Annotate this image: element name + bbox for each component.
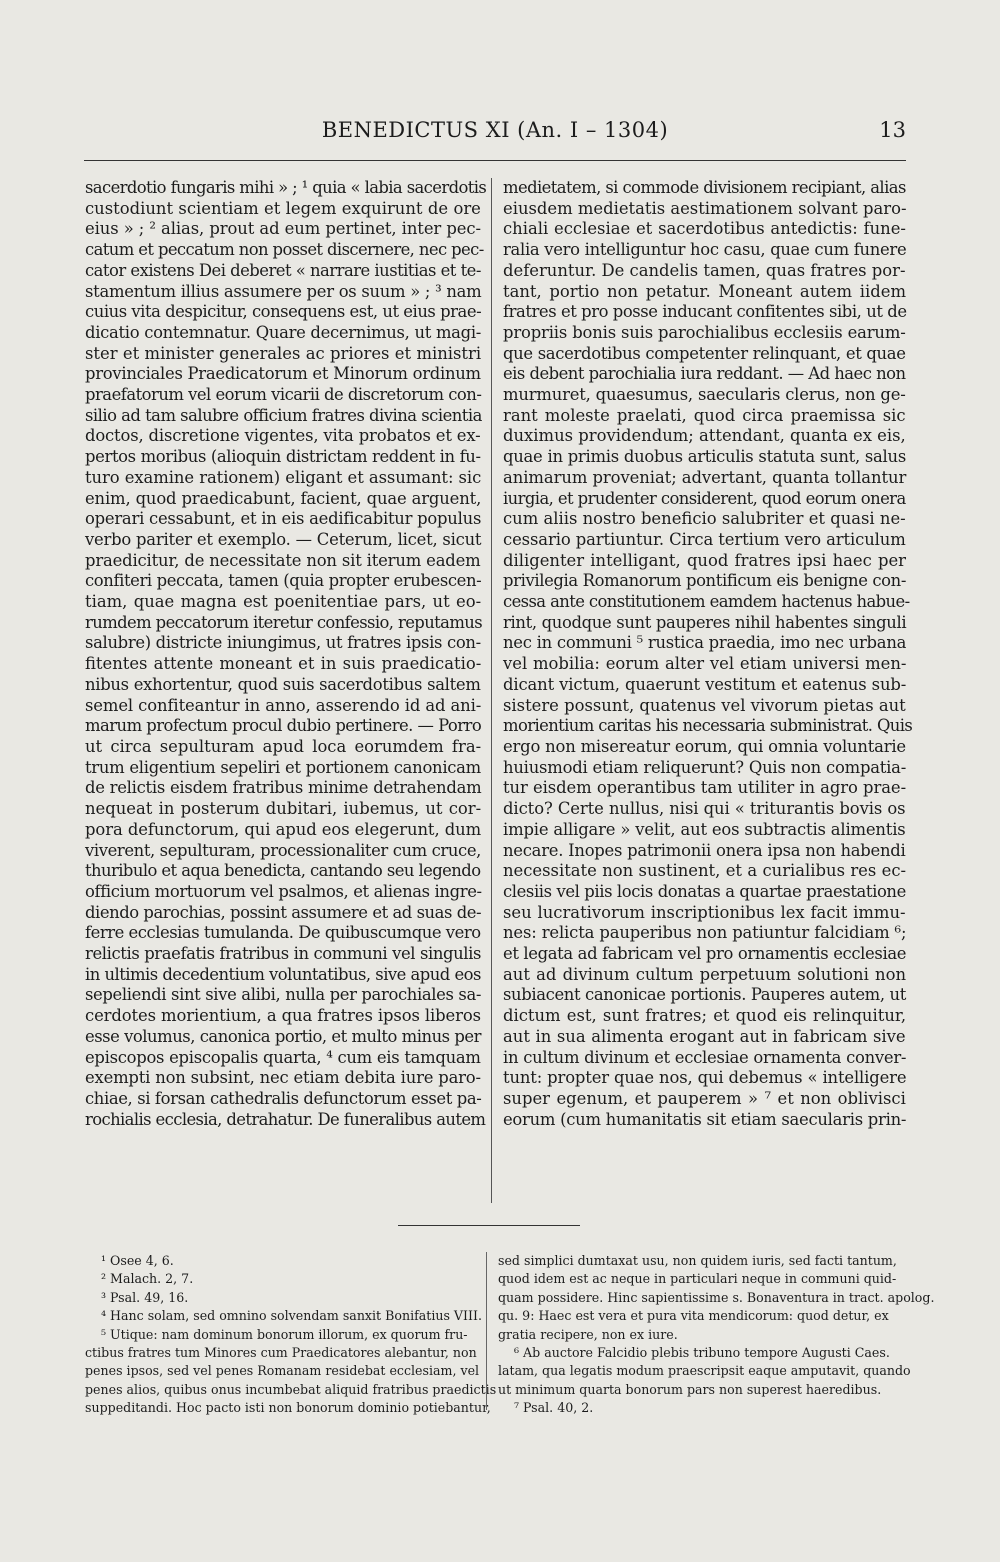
text-line: nequeat in posterum dubitari, iubemus, ut cor- xyxy=(85,799,482,819)
text-line: turo examine rationem) eligant et assumant: sic xyxy=(85,467,482,487)
footnote-line: latam, qua legatis modum praescripsit eaque amputavit, quando xyxy=(498,1363,911,1379)
text-line: ster et minister generales ac priores et ministri xyxy=(85,343,482,363)
text-line: necare. Inopes patrimonii onera ipsa non habendi xyxy=(503,840,906,860)
text-line: medietatem, si commode divisionem recipiant, alias xyxy=(503,178,906,197)
footnote-line: ⁴ Hanc solam, sed omnino solvendam sanxit Bonifatius VIII. xyxy=(101,1308,482,1324)
footnote-line: quam possidere. Hinc sapientissime s. Bonaventura in tract. apolog. xyxy=(498,1289,935,1305)
text-line: officium mortuorum vel psalmos, et alienas ingre- xyxy=(85,881,482,901)
text-line: impie alligare » velit, aut eos subtractis alimentis xyxy=(503,819,906,839)
text-line: salubre) districte iniungimus, ut fratres ipsis con- xyxy=(85,633,481,653)
footnote-line: ¹ Osee 4, 6. xyxy=(101,1253,174,1268)
text-line: pora defunctorum, qui apud eos elegerunt, dum xyxy=(85,819,482,839)
footnote-column-divider xyxy=(486,1252,487,1410)
footnote-separator xyxy=(398,1225,580,1226)
text-line: eorum (cum humanitatis sit etiam saecularis prin- xyxy=(503,1109,907,1129)
text-line: tiam, quae magna est poenitentiae pars, ut eo- xyxy=(85,592,482,612)
text-line: custodiunt scientiam et legem exquirunt de ore xyxy=(85,198,481,218)
text-line: vel mobilia: eorum alter vel etiam universi men- xyxy=(503,654,907,674)
text-line: cerdotes morientium, a qua fratres ipsos liberos xyxy=(85,1006,481,1026)
text-line: subiacent canonicae portionis. Pauperes autem, ut xyxy=(503,985,906,1005)
text-line: trum eligentium sepeliri et portionem canonicam xyxy=(85,757,481,777)
footnote-line: penes alios, quibus onus incumbebat aliquid fratribus praedictis xyxy=(85,1381,497,1397)
text-line: provinciales Praedicatorum et Minorum ordinum xyxy=(85,364,481,384)
left-text-column xyxy=(85,178,487,1130)
text-line: super egenum, et pauperem » ⁷ et non oblivisci xyxy=(503,1088,906,1108)
text-line: praedicitur, de necessitate non sit iterum eadem xyxy=(85,550,481,570)
text-line: dictum est, sunt fratres; et quod eis relinquitur, xyxy=(503,1006,907,1026)
text-line: viverent, sepulturam, processionaliter cum cruce, xyxy=(85,840,481,860)
text-line: quae in primis duobus articulis statuta sunt, salus xyxy=(503,447,906,467)
text-line: dicto? Certe nullus, nisi qui « triturantis bovis os xyxy=(503,799,906,819)
right-text-column xyxy=(503,178,913,1130)
text-line: eis debent parochialia iura reddant. — Ad haec non xyxy=(503,364,906,384)
text-line: et legata ad fabricam vel pro ornamentis ecclesiae xyxy=(503,944,907,964)
text-line: rant moleste praelati, quod circa praemissa sic xyxy=(503,405,906,425)
footnote-line: ⁵ Utique: nam dominum bonorum illorum, ex quorum fru- xyxy=(101,1326,468,1342)
text-line: chiae, si forsan cathedralis defunctorum esset pa- xyxy=(85,1088,482,1108)
text-line: aut ad divinum cultum perpetuum solutioni non xyxy=(503,964,907,984)
text-line: ralia vero intelliguntur hoc casu, quae cum funere xyxy=(503,240,907,260)
header-rule xyxy=(84,160,906,161)
text-line: morientium caritas his necessaria subministrat. Quis xyxy=(503,716,913,736)
footnote-line: ³ Psal. 49, 16. xyxy=(101,1289,189,1305)
column-divider xyxy=(491,178,492,1203)
text-line: operari cessabunt, et in eis aedificabitur populus xyxy=(85,509,482,529)
text-line: diendo parochias, possint assumere et ad suas de- xyxy=(85,902,482,922)
footnote-line: penes ipsos, sed vel penes Romanam residebat ecclesiam, vel xyxy=(85,1363,480,1379)
text-line: thuribulo et aqua benedicta, cantando seu legendo xyxy=(85,861,481,881)
text-line: deferuntur. De candelis tamen, quas fratres por- xyxy=(503,260,906,280)
text-line: cessa ante constitutionem eamdem hactenus habue- xyxy=(503,592,910,612)
footnote-line: ⁶ Ab auctore Falcidio plebis tribuno tempore Augusti Caes. xyxy=(514,1345,890,1361)
page-header xyxy=(84,118,906,152)
text-line: murmuret, quaesumus, saecularis clerus, non ge- xyxy=(503,385,906,405)
text-line: nes: relicta pauperibus non patiuntur falcidiam ⁶; xyxy=(503,923,907,943)
text-line: ut circa sepulturam apud loca eorumdem fra- xyxy=(85,736,482,756)
text-line: sacerdotio fungaris mihi » ; ¹ quia « labia sacerdotis xyxy=(85,178,487,197)
page-number: 13 xyxy=(879,118,906,142)
text-line: privilegia Romanorum pontificum eis benigne con- xyxy=(503,571,907,591)
footnote-line: ⁷ Psal. 40, 2. xyxy=(514,1400,594,1416)
text-line: de relictis eisdem fratribus minime detrahendam xyxy=(85,778,482,798)
text-line: stamentum illius assumere per os suum » ; ³ nam xyxy=(85,281,482,301)
footnote-line: sed simplici dumtaxat usu, non quidem iuris, sed facti tantum, xyxy=(498,1253,897,1268)
footnote-line: quod idem est ac neque in particulari neque in communi quid- xyxy=(498,1271,897,1287)
text-line: marum profectum procul dubio pertinere. — Porro xyxy=(85,716,482,736)
text-line: tant, portio non petatur. Moneant autem iidem xyxy=(503,281,906,301)
footnote-line: gratia recipere, non ex iure. xyxy=(498,1326,678,1342)
text-line: cuius vita despicitur, consequens est, ut eius prae- xyxy=(85,302,482,322)
text-line: ferre ecclesias tumulanda. De quibuscumque vero xyxy=(85,923,481,943)
text-line: seu lucrativorum inscriptionibus lex facit immu- xyxy=(503,902,906,922)
text-line: relictis praefatis fratribus in communi vel singulis xyxy=(85,944,482,964)
text-line: cator existens Dei deberet « narrare iustitias et te- xyxy=(85,260,481,280)
text-line: clesiis vel piis locis donatas a quartae praestatione xyxy=(503,881,906,901)
text-line: rochialis ecclesia, detrahatur. De funeralibus autem xyxy=(85,1109,486,1129)
footnotes-right xyxy=(498,1252,935,1418)
text-line: tur eisdem operantibus tam utiliter in agro prae- xyxy=(503,778,907,798)
text-line: fitentes attente moneant et in suis praedicatio- xyxy=(85,654,482,674)
text-line: esse volumus, canonica portio, et multo minus per xyxy=(85,1026,481,1046)
text-line: fratres et pro posse inducant confitentes sibi, ut de xyxy=(503,302,907,322)
text-line: doctos, discretione vigentes, vita probatos et ex- xyxy=(85,426,481,446)
text-line: tunt: propter quae nos, qui debemus « intelligere xyxy=(503,1068,907,1088)
text-line: confiteri peccata, tamen (quia propter erubescen- xyxy=(85,571,482,591)
text-line: rumdem peccatorum iteretur confessio, reputamus xyxy=(85,612,483,632)
text-line: diligenter intelligant, quod fratres ipsi haec per xyxy=(503,550,907,570)
text-line: eiusdem medietatis aestimationem solvant paro- xyxy=(503,198,907,218)
text-line: catum et peccatum non posset discernere, nec pec- xyxy=(85,240,484,260)
text-line: episcopos episcopalis quarta, ⁴ cum eis tamquam xyxy=(85,1047,481,1067)
text-line: ergo non misereatur eorum, qui omnia voluntarie xyxy=(503,736,906,756)
footnote-line: ctibus fratres tum Minores cum Praedicatores alebantur, non xyxy=(85,1345,477,1361)
text-line: enim, quod praedicabunt, facient, quae arguent, xyxy=(85,488,482,508)
text-line: nec in communi ⁵ rustica praedia, imo nec urbana xyxy=(503,633,907,653)
text-line: praefatorum vel eorum vicarii de discretorum con- xyxy=(85,385,482,405)
text-line: huiusmodi etiam reliquerunt? Quis non compatia- xyxy=(503,757,907,777)
text-line: verbo pariter et exemplo. — Ceterum, licet, sicut xyxy=(85,529,482,549)
footnote-line: qu. 9: Haec est vera et pura vita mendicorum: quod detur, ex xyxy=(498,1308,889,1324)
text-line: rint, quodque sunt pauperes nihil habentes singuli xyxy=(503,612,907,632)
text-line: aut in sua alimenta erogant aut in fabricam sive xyxy=(503,1026,906,1046)
text-line: cum aliis nostro beneficio salubriter et quasi ne- xyxy=(503,509,906,529)
text-line: sepeliendi sint sive alibi, nulla per parochiales sa- xyxy=(85,985,482,1005)
text-line: sistere possunt, quatenus vel vivorum pietas aut xyxy=(503,695,906,715)
text-line: in cultum divinum et ecclesiae ornamenta conver- xyxy=(503,1047,907,1067)
text-line: silio ad tam salubre officium fratres divina scientia xyxy=(85,405,482,425)
text-line: animarum proveniat; advertant, quanta tollantur xyxy=(503,467,907,487)
text-line: dicant victum, quaerunt vestitum et eatenus sub- xyxy=(503,674,907,694)
text-line: que sacerdotibus competenter relinquant, et quae xyxy=(503,343,906,363)
text-line: eius » ; ² alias, prout ad eum pertinet, inter pec- xyxy=(85,219,481,239)
footnotes-left xyxy=(85,1252,497,1418)
text-line: necessitate non sustinent, et a curialibus res ec- xyxy=(503,861,907,881)
text-line: cessario partiuntur. Circa tertium vero articulum xyxy=(503,529,906,549)
footnote-line: ut minimum quarta bonorum pars non superest haeredibus. xyxy=(498,1381,882,1397)
text-line: nibus exhortentur, quod suis sacerdotibus saltem xyxy=(85,674,481,694)
footnote-line: ² Malach. 2, 7. xyxy=(101,1271,194,1287)
text-line: pertos moribus (alioquin districtam reddent in fu- xyxy=(85,447,481,467)
text-line: duximus providendum; attendant, quanta ex eis, xyxy=(503,426,906,446)
text-line: dicatio contemnatur. Quare decernimus, ut magi- xyxy=(85,322,482,342)
text-line: exempti non subsint, nec etiam debita iure paro- xyxy=(85,1068,481,1088)
running-title: BENEDICTUS XI (An. I – 1304) xyxy=(321,118,669,142)
text-line: chiali ecclesiae et sacerdotibus antedictis: fune- xyxy=(503,219,906,239)
text-line: semel confiteantur in anno, asserendo id ad ani- xyxy=(85,695,482,715)
footnote-line: suppeditandi. Hoc pacto isti non bonorum dominio potiebantur, xyxy=(85,1400,491,1416)
text-line: in ultimis decedentium voluntatibus, sive apud eos xyxy=(85,964,481,984)
text-line: iurgia, et prudenter considerent, quod eorum onera xyxy=(503,488,906,508)
text-line: propriis bonis suis parochialibus ecclesiis earum- xyxy=(503,322,906,342)
